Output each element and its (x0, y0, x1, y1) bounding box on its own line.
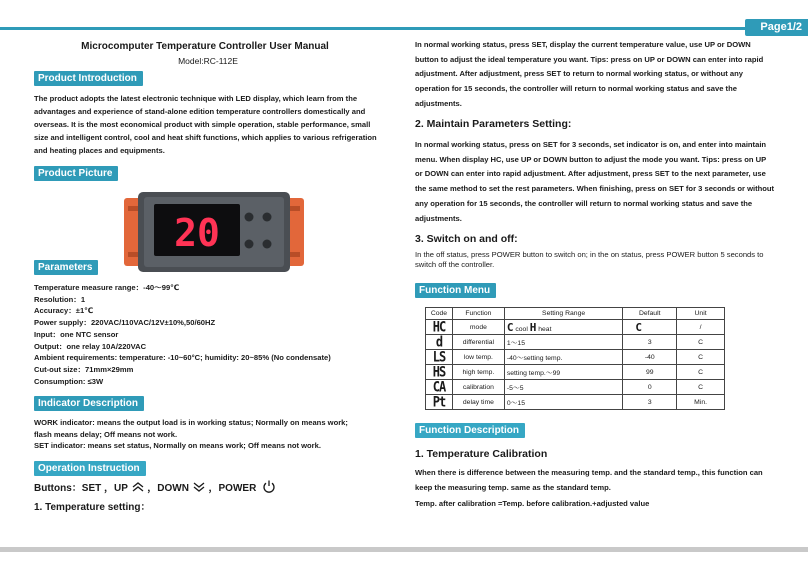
table-header-cell: Setting Range (504, 308, 622, 320)
default-cell: -40 (623, 350, 677, 365)
indicator-line: WORK indicator: means the output load is in working status; Normally on means work; (34, 418, 348, 427)
unit-cell: C (677, 365, 725, 380)
code-cell: d (435, 333, 443, 351)
product-introduction-heading: Product Introduction (34, 71, 143, 86)
left-column (34, 38, 382, 513)
range-cell: 1～15 (504, 335, 622, 350)
down-double-chevron-icon (192, 482, 206, 492)
default-cell: 3 (623, 395, 677, 410)
temperature-calibration-heading: 1. Temperature Calibration (415, 448, 548, 460)
default-cell: 99 (623, 365, 677, 380)
footer-rule (0, 547, 808, 552)
range-cell (504, 320, 622, 335)
switch-on-off-paragraph: In the off status, press POWER button to switch on; in the on status, press POWER button 5 seconds to switch off the controller. (415, 250, 764, 269)
parameter-line: Power supply：220VAC/110VAC/12V±10%,50/60HZ (34, 318, 216, 328)
buttons-power-label: ，POWER (208, 483, 257, 494)
document-title: Microcomputer Temperature Controller User Manual (81, 41, 329, 52)
page-label: Page1/2 (745, 19, 808, 36)
parameters-heading: Parameters (34, 260, 98, 275)
maintain-parameters-heading: 2. Maintain Parameters Setting: (415, 118, 572, 130)
parameter-line: Ambient requirements: temperature: -10~60°C; humidity: 20~85% (No condensate) (34, 353, 331, 363)
maintain-parameters-paragraph: In normal working status, press on SET for 3 seconds, set indicator is on, and enter into maintain menu. When display HC, use UP or DOWN button to adjust the mode you want. Tips: press on UP or DOWN can enter into rapid adjustment. After adjustment, press SET to the next parameter, use the same method to set the rest parameters. When finishing, press on SET for 3 seconds or without any operation for 15 seconds, the controller will return to normal working status and save the adjustments. (415, 140, 775, 223)
table-row (426, 395, 725, 410)
unit-cell: C (677, 380, 725, 395)
buttons-down-label: ，DOWN (147, 483, 189, 494)
controller-device-image (124, 192, 304, 272)
intro-paragraph: The product adopts the latest electronic technique with LED display, which learn from the advantages and experience of stand-alone edition temperature controllers domestically and overseas. It is the most economical product with simple operation, stable performance, small size and intelligent control, cool and heat shift functions, which applies to various refrigeration and heating places and equipments. (34, 94, 377, 155)
power-icon (262, 480, 276, 493)
table-header-cell: Default (623, 308, 677, 320)
code-cell: LS (432, 348, 446, 366)
product-picture-heading: Product Picture (34, 166, 118, 181)
table-row (426, 335, 725, 350)
buttons-label: Buttons：SET ，UP (34, 483, 128, 494)
unit-cell: / (677, 320, 725, 335)
calibration-paragraph: When there is difference between the measuring temp. and the standard temp., this function can keep the measuring temp. same as the standard temp. (415, 468, 763, 492)
parameter-line: Output：one relay 10A/220VAC (34, 341, 147, 351)
default-cell: C (635, 320, 642, 334)
temperature-setting-heading: 1. Temperature setting： (34, 502, 151, 513)
header-rule (0, 27, 745, 30)
unit-cell: Min. (677, 395, 725, 410)
function-cell: high temp. (452, 365, 504, 380)
up-double-chevron-icon (131, 482, 145, 492)
function-cell: calibration (452, 380, 504, 395)
operation-instruction-heading: Operation Instruction (34, 461, 146, 476)
temperature-setting-paragraph: In normal working status, press SET, display the current temperature value, use UP or DOWN button to adjust the ideal temperature you want. Tips: press on UP or DOWN can enter into rapid adjustment. After adjustment, press SET to return to normal working status, or without any operation for 15 seconds, the controller will return to normal working status and save the adjustments. (415, 40, 764, 108)
parameter-line: Consumption: ≤3W (34, 376, 104, 386)
default-cell: 3 (623, 335, 677, 350)
range-cell: setting temp.～99 (504, 365, 622, 380)
unit-cell: C (677, 350, 725, 365)
function-cell: differential (452, 335, 504, 350)
heat-mode-glyph: H (529, 320, 537, 334)
function-description-heading: Function Description (415, 423, 525, 438)
parameter-line: Input：one NTC sensor (34, 329, 119, 339)
device-display-readout: 20 (174, 211, 220, 255)
cool-mode-glyph: C (506, 320, 514, 334)
indicator-line: flash means delay; Off means not work. (34, 429, 178, 439)
default-cell: 0 (623, 380, 677, 395)
table-row (426, 320, 725, 335)
table-row (426, 365, 725, 380)
table-header-cell: Unit (677, 308, 725, 320)
range-cell: -5～5 (504, 380, 622, 395)
indicator-line: SET indicator: means set status, Normally on means work; Off means not work. (34, 441, 321, 450)
table-header-cell: Code (426, 308, 453, 320)
indicator-description (34, 417, 379, 452)
parameter-line: Temperature measure range：-40～99℃ (34, 283, 180, 292)
table-header-cell: Function (452, 308, 504, 320)
parameter-line: Resolution：1 (34, 294, 86, 304)
unit-cell: C (677, 335, 725, 350)
calibration-formula: Temp. after calibration =Temp. before calibration.+adjusted value (415, 499, 650, 508)
switch-on-off-heading: 3. Switch on and off: (415, 233, 518, 245)
function-cell: mode (452, 320, 504, 335)
buttons-line (34, 479, 276, 494)
function-menu-heading: Function Menu (415, 283, 496, 298)
cool-label: cool (515, 325, 528, 333)
table-row (426, 350, 725, 365)
range-cell: -40～setting temp. (504, 350, 622, 365)
table-row (426, 380, 725, 395)
code-cell: HS (432, 363, 446, 381)
function-cell: low temp. (452, 350, 504, 365)
code-cell: CA (432, 378, 446, 396)
code-cell: HC (432, 318, 446, 336)
indicator-description-heading: Indicator Description (34, 396, 144, 411)
parameter-line: Accuracy：±1℃ (34, 306, 94, 316)
range-cell: 0～15 (504, 395, 622, 410)
function-cell: delay time (452, 395, 504, 410)
table-header-row (426, 308, 725, 320)
parameter-line: Cut-out size：71mm×29mm (34, 364, 134, 374)
parameters-list (34, 282, 379, 387)
function-menu-table (425, 307, 725, 410)
model-number: Model:RC-112E (178, 56, 238, 66)
code-cell: Pt (432, 393, 446, 411)
heat-label: heat (538, 325, 552, 333)
